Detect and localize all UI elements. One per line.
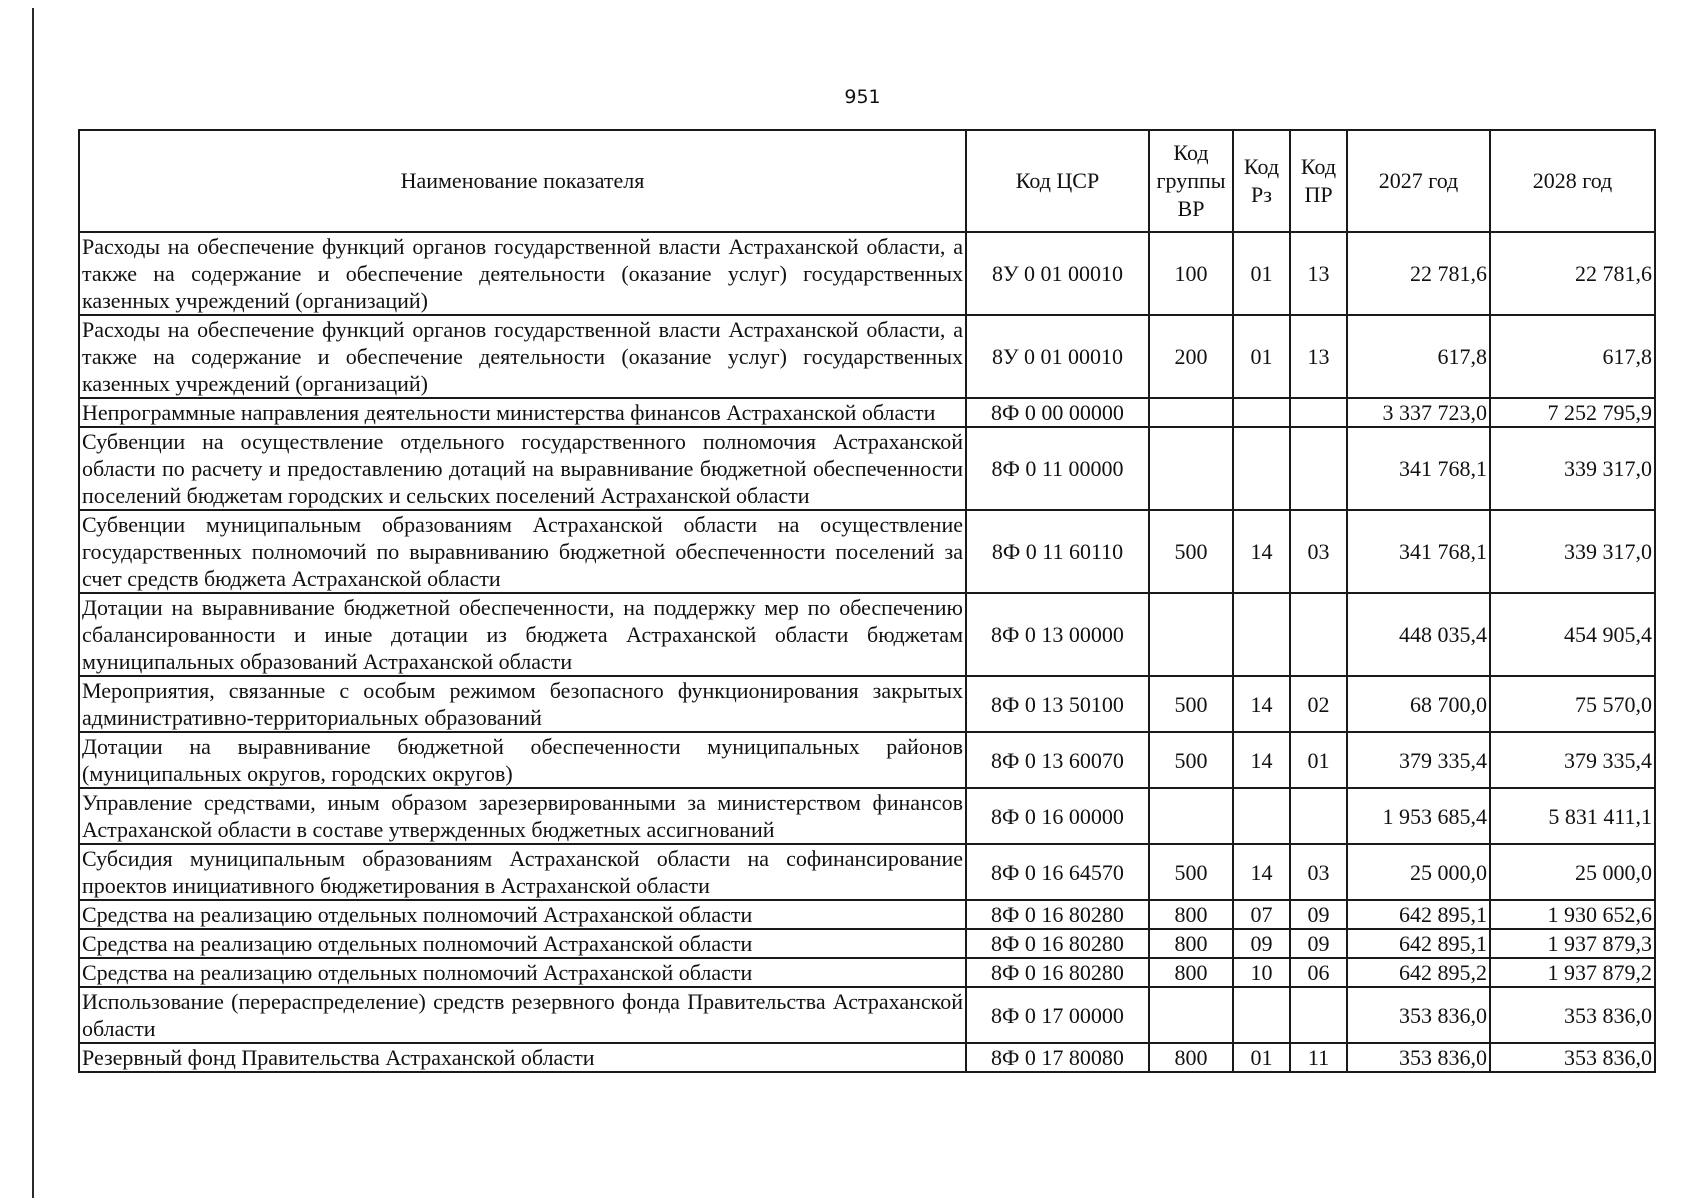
row-rz-cell: 14	[1233, 732, 1290, 788]
row-rz-cell	[1233, 427, 1290, 510]
row-vr-cell: 500	[1149, 510, 1233, 593]
row-name-cell: Субвенции на осуществление отдельного государственного полномочия Астраханской области по расчету и предоставлению дотаций на выравнивание бюджетной обеспеченности поселений бюджетам городских и сельских поселений Астраханской области	[79, 427, 966, 510]
row-csr-cell: 8Ф 0 16 80280	[966, 958, 1149, 987]
row-name-cell: Дотации на выравнивание бюджетной обеспеченности муниципальных районов (муниципальных округов, городских округов)	[79, 732, 966, 788]
row-pr-cell	[1290, 593, 1347, 676]
row-2028-cell: 339 317,0	[1490, 427, 1655, 510]
row-name-cell: Использование (перераспределение) средств резервного фонда Правительства Астраханской области	[79, 987, 966, 1043]
row-rz-cell: 09	[1233, 929, 1290, 958]
row-2027-cell: 1 953 685,4	[1347, 788, 1490, 844]
row-2027-cell: 448 035,4	[1347, 593, 1490, 676]
row-name-cell: Средства на реализацию отдельных полномочий Астраханской области	[79, 929, 966, 958]
row-2028-cell: 353 836,0	[1490, 987, 1655, 1043]
table-row	[79, 593, 1655, 676]
row-csr-cell: 8Ф 0 11 60110	[966, 510, 1149, 593]
row-rz-cell: 01	[1233, 1043, 1290, 1072]
table-header-row	[79, 130, 1655, 232]
row-rz-cell: 01	[1233, 232, 1290, 315]
table-row	[79, 427, 1655, 510]
row-2027-cell: 341 768,1	[1347, 427, 1490, 510]
row-csr-cell: 8У 0 01 00010	[966, 232, 1149, 315]
table-row	[79, 929, 1655, 958]
row-2028-cell: 75 570,0	[1490, 676, 1655, 732]
header-2027: 2027 год	[1347, 130, 1490, 232]
row-name-cell: Расходы на обеспечение функций органов государственной власти Астраханской области, а также на содержание и обеспечение деятельности (оказание услуг) государственных казенных учреждений (организаций)	[79, 232, 966, 315]
table-row	[79, 1043, 1655, 1072]
row-vr-cell: 100	[1149, 232, 1233, 315]
row-name-cell: Непрограммные направления деятельности министерства финансов Астраханской области	[79, 398, 966, 427]
row-pr-cell	[1290, 987, 1347, 1043]
table-row	[79, 958, 1655, 987]
row-name-cell: Расходы на обеспечение функций органов государственной власти Астраханской области, а также на содержание и обеспечение деятельности (оказание услуг) государственных казенных учреждений (организаций)	[79, 315, 966, 398]
row-rz-cell: 14	[1233, 676, 1290, 732]
row-name-cell: Субвенции муниципальным образованиям Астраханской области на осуществление государственных полномочий по выравниванию бюджетной обеспеченности поселений за счет средств бюджета Астраханской области	[79, 510, 966, 593]
row-rz-cell: 01	[1233, 315, 1290, 398]
row-2027-cell: 379 335,4	[1347, 732, 1490, 788]
row-rz-cell	[1233, 398, 1290, 427]
table-row	[79, 315, 1655, 398]
budget-table	[78, 129, 1656, 1073]
row-vr-cell	[1149, 987, 1233, 1043]
row-2028-cell: 25 000,0	[1490, 844, 1655, 900]
row-pr-cell	[1290, 427, 1347, 510]
table-row	[79, 788, 1655, 844]
row-pr-cell: 02	[1290, 676, 1347, 732]
row-rz-cell: 14	[1233, 510, 1290, 593]
row-rz-cell	[1233, 987, 1290, 1043]
row-rz-cell: 10	[1233, 958, 1290, 987]
table-row	[79, 844, 1655, 900]
row-vr-cell	[1149, 788, 1233, 844]
row-csr-cell: 8Ф 0 11 00000	[966, 427, 1149, 510]
table-row	[79, 510, 1655, 593]
header-vr: Код группы ВР	[1149, 130, 1233, 232]
header-rz: Код Рз	[1233, 130, 1290, 232]
header-pr: Код ПР	[1290, 130, 1347, 232]
row-2028-cell: 22 781,6	[1490, 232, 1655, 315]
table-row	[79, 398, 1655, 427]
row-name-cell: Средства на реализацию отдельных полномочий Астраханской области	[79, 900, 966, 929]
row-2027-cell: 353 836,0	[1347, 987, 1490, 1043]
row-vr-cell: 800	[1149, 1043, 1233, 1072]
row-2027-cell: 642 895,1	[1347, 929, 1490, 958]
row-2027-cell: 22 781,6	[1347, 232, 1490, 315]
row-2028-cell: 454 905,4	[1490, 593, 1655, 676]
row-vr-cell: 500	[1149, 844, 1233, 900]
row-csr-cell: 8Ф 0 16 00000	[966, 788, 1149, 844]
row-vr-cell: 800	[1149, 958, 1233, 987]
row-vr-cell	[1149, 593, 1233, 676]
table-row	[79, 900, 1655, 929]
table-row	[79, 987, 1655, 1043]
row-pr-cell: 09	[1290, 929, 1347, 958]
row-vr-cell: 500	[1149, 732, 1233, 788]
row-2028-cell: 1 937 879,2	[1490, 958, 1655, 987]
page-number: 951	[844, 86, 881, 108]
row-2028-cell: 379 335,4	[1490, 732, 1655, 788]
table-row	[79, 732, 1655, 788]
row-2028-cell: 353 836,0	[1490, 1043, 1655, 1072]
table-row	[79, 232, 1655, 315]
row-2028-cell: 7 252 795,9	[1490, 398, 1655, 427]
row-csr-cell: 8Ф 0 13 50100	[966, 676, 1149, 732]
row-pr-cell: 03	[1290, 844, 1347, 900]
row-pr-cell: 11	[1290, 1043, 1347, 1072]
row-2028-cell: 1 930 652,6	[1490, 900, 1655, 929]
row-pr-cell	[1290, 788, 1347, 844]
row-pr-cell: 09	[1290, 900, 1347, 929]
row-pr-cell: 06	[1290, 958, 1347, 987]
row-name-cell: Мероприятия, связанные с особым режимом безопасного функционирования закрытых административно-территориальных образований	[79, 676, 966, 732]
row-vr-cell: 200	[1149, 315, 1233, 398]
row-rz-cell: 07	[1233, 900, 1290, 929]
header-csr: Код ЦСР	[966, 130, 1149, 232]
row-csr-cell: 8Ф 0 13 60070	[966, 732, 1149, 788]
row-2027-cell: 25 000,0	[1347, 844, 1490, 900]
row-pr-cell	[1290, 398, 1347, 427]
table-body	[79, 232, 1655, 1072]
row-name-cell: Средства на реализацию отдельных полномочий Астраханской области	[79, 958, 966, 987]
row-2028-cell: 617,8	[1490, 315, 1655, 398]
row-2028-cell: 5 831 411,1	[1490, 788, 1655, 844]
row-vr-cell	[1149, 398, 1233, 427]
row-2027-cell: 642 895,2	[1347, 958, 1490, 987]
row-pr-cell: 13	[1290, 315, 1347, 398]
row-2027-cell: 353 836,0	[1347, 1043, 1490, 1072]
row-2027-cell: 617,8	[1347, 315, 1490, 398]
row-csr-cell: 8Ф 0 16 64570	[966, 844, 1149, 900]
row-pr-cell: 03	[1290, 510, 1347, 593]
row-rz-cell	[1233, 788, 1290, 844]
row-vr-cell: 500	[1149, 676, 1233, 732]
header-2028: 2028 год	[1490, 130, 1655, 232]
header-name: Наименование показателя	[79, 130, 966, 232]
row-name-cell: Резервный фонд Правительства Астраханской области	[79, 1043, 966, 1072]
row-name-cell: Управление средствами, иным образом зарезервированными за министерством финансов Астраханской области в составе утвержденных бюджетных ассигнований	[79, 788, 966, 844]
left-margin-rule	[32, 8, 34, 1198]
row-2027-cell: 3 337 723,0	[1347, 398, 1490, 427]
row-csr-cell: 8Ф 0 16 80280	[966, 929, 1149, 958]
row-2027-cell: 642 895,1	[1347, 900, 1490, 929]
row-2028-cell: 339 317,0	[1490, 510, 1655, 593]
row-2027-cell: 68 700,0	[1347, 676, 1490, 732]
row-csr-cell: 8Ф 0 17 00000	[966, 987, 1149, 1043]
row-pr-cell: 01	[1290, 732, 1347, 788]
row-pr-cell: 13	[1290, 232, 1347, 315]
row-vr-cell: 800	[1149, 900, 1233, 929]
row-2027-cell: 341 768,1	[1347, 510, 1490, 593]
row-csr-cell: 8Ф 0 16 80280	[966, 900, 1149, 929]
row-csr-cell: 8У 0 01 00010	[966, 315, 1149, 398]
row-rz-cell	[1233, 593, 1290, 676]
row-2028-cell: 1 937 879,3	[1490, 929, 1655, 958]
row-csr-cell: 8Ф 0 00 00000	[966, 398, 1149, 427]
row-name-cell: Субсидия муниципальным образованиям Астраханской области на софинансирование проектов инициативного бюджетирования в Астраханской области	[79, 844, 966, 900]
row-vr-cell: 800	[1149, 929, 1233, 958]
row-vr-cell	[1149, 427, 1233, 510]
row-csr-cell: 8Ф 0 17 80080	[966, 1043, 1149, 1072]
row-name-cell: Дотации на выравнивание бюджетной обеспеченности, на поддержку мер по обеспечению сбалансированности и иные дотации из бюджета Астраханской области бюджетам муниципальных образований Астраханской области	[79, 593, 966, 676]
row-rz-cell: 14	[1233, 844, 1290, 900]
row-csr-cell: 8Ф 0 13 00000	[966, 593, 1149, 676]
table-row	[79, 676, 1655, 732]
